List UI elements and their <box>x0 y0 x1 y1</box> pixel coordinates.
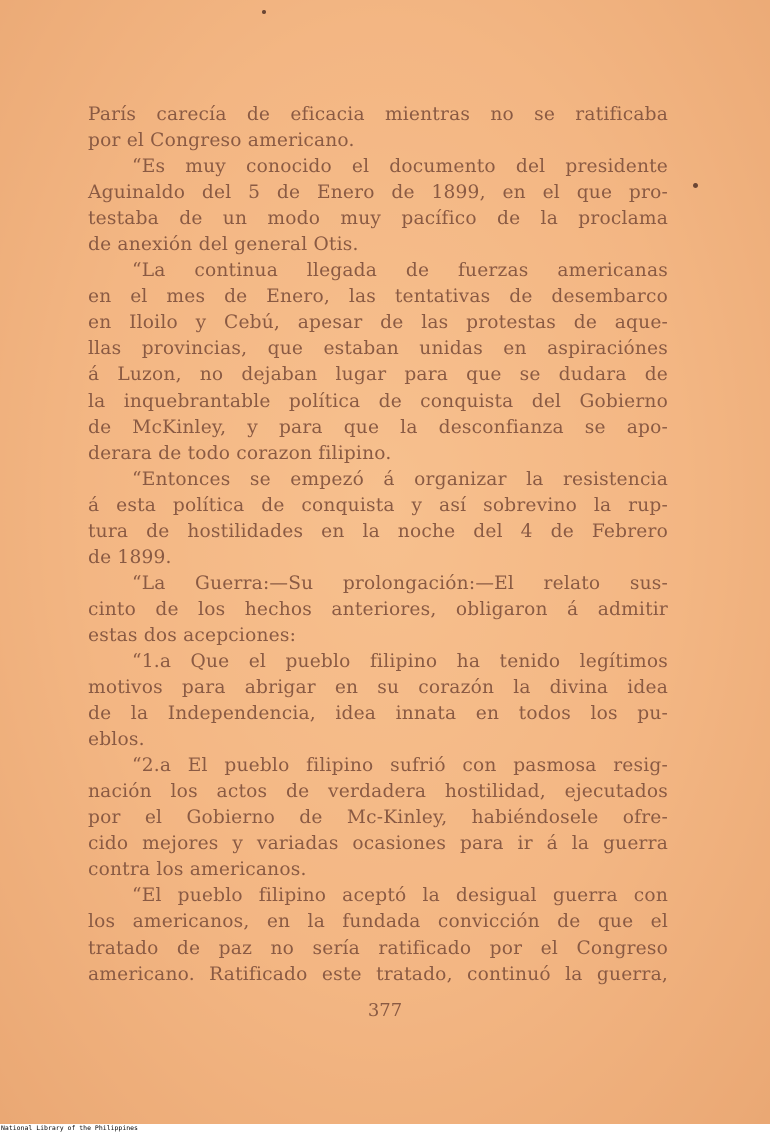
text-line: de anexión del general Otis. <box>88 234 359 256</box>
text-line: llas provincias, que estaban unidas en aspiraciónes <box>88 338 668 360</box>
text-line: la inquebrantable política de conquista del Gobierno <box>88 390 668 412</box>
body-text <box>88 102 668 988</box>
text-line: de la Independencia, idea innata en todos los pu- <box>88 703 668 725</box>
text-line: cido mejores y variadas ocasiones para ir á la guerra <box>88 833 668 855</box>
text-line: cinto de los hechos anteriores, obligaron á admitir <box>88 598 668 620</box>
text-line: Aguinaldo del 5 de Enero de 1899, en el que pro- <box>88 182 668 204</box>
text-line: “1.a Que el pueblo filipino ha tenido legítimos <box>132 650 668 672</box>
text-line: nación los actos de verdadera hostilidad, ejecutados <box>88 781 668 803</box>
page-number: 377 <box>367 1000 403 1021</box>
text-line: derara de todo corazon filipino. <box>88 442 392 464</box>
text-line: á esta política de conquista y así sobrevino la rup- <box>88 494 668 516</box>
text-line: “La continua llegada de fuerzas americanas <box>132 260 668 282</box>
text-line: estas dos acepciones: <box>88 624 297 646</box>
text-line: tratado de paz no sería ratificado por el Congreso <box>88 937 668 959</box>
text-line: en Iloilo y Cebú, apesar de las protestas de aque- <box>88 312 668 334</box>
text-line: “2.a El pueblo filipino sufrió con pasmosa resig- <box>132 755 668 777</box>
text-line: por el Congreso americano. <box>88 130 355 152</box>
text-line: en el mes de Enero, las tentativas de desembarco <box>88 286 668 308</box>
text-line: “Entonces se empezó á organizar la resistencia <box>132 468 668 490</box>
text-line: de 1899. <box>88 546 172 568</box>
text-line: París carecía de eficacia mientras no se ratificaba <box>88 104 668 125</box>
text-line: por el Gobierno de Mc-Kinley, habiéndosele ofre- <box>88 807 668 829</box>
library-footer: National Library of the Philippines <box>0 1124 770 1133</box>
text-line: “El pueblo filipino aceptó la desigual guerra con <box>132 885 668 907</box>
text-line: tura de hostilidades en la noche del 4 de Febrero <box>88 520 668 542</box>
text-line: de McKinley, y para que la desconfianza se apo- <box>88 416 668 438</box>
text-line: contra los americanos. <box>88 859 307 881</box>
text-line: motivos para abrigar en su corazón la divina idea <box>88 677 668 699</box>
text-line: los americanos, en la fundada convicción de que el <box>88 911 668 933</box>
text-line: testaba de un modo muy pacífico de la proclama <box>88 208 668 230</box>
ink-speck <box>262 10 266 14</box>
text-line: á Luzon, no dejaban lugar para que se dudara de <box>88 364 668 386</box>
text-line: “La Guerra:—Su prolongación:—El relato sus- <box>132 572 668 594</box>
ink-speck <box>693 183 698 188</box>
text-line: americano. Ratificado este tratado, continuó la guerra, <box>88 963 668 985</box>
text-line: eblos. <box>88 729 145 751</box>
text-line: “Es muy conocido el documento del presidente <box>132 156 668 178</box>
